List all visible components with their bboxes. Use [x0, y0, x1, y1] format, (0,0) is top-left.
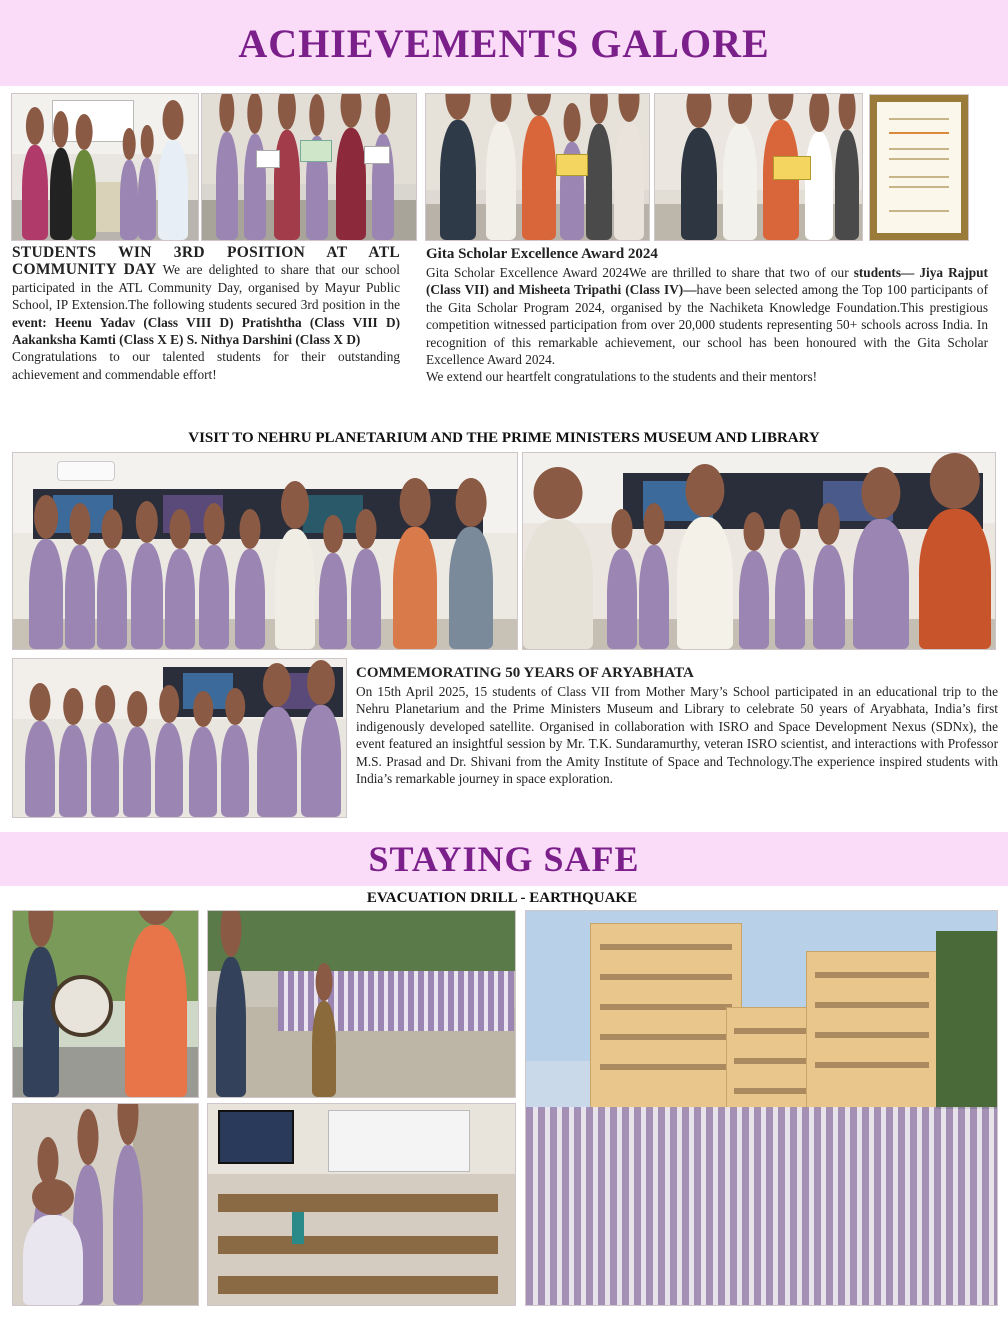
gita-lead: Gita Scholar Excellence Award 2024We are thrilled to share that two of our — [426, 265, 849, 280]
planetarium-photo-1 — [12, 452, 518, 650]
drill-photo-classroom — [207, 1103, 516, 1306]
atl-event-label: event: — [12, 314, 47, 330]
atl-closing: Congratulations to our talented students for their outstanding achievement and commendable effort! — [12, 349, 400, 382]
drill-photo-drum — [12, 910, 199, 1098]
gita-body: have been selected among the Top 100 participants of the Gita Scholar Program 2024, organised by the Nachiketa Knowledge Foundation.This prestigious competition witnessed participation from over 20,000 students representing 50+ schools across India. In recognition of this remarkable achievement, our school has been honoured with the Gita Scholar Excellence Award 2024. — [426, 282, 988, 368]
gita-title: Gita Scholar Excellence Award 2024 — [426, 246, 658, 262]
aryabhata-photo — [12, 658, 347, 818]
gita-article — [426, 244, 988, 386]
aryabhata-body: On 15th April 2025, 15 students of Class VII from Mother Mary’s School participated in an educational trip to the Nehru Planetarium and the Prime Ministers Museum and Library to celebrate 50 years of Aryabhata, India’s first indigenously developed satellite. Organised in collaboration with ISRO and Space Development Nexus (SDNx), the event featured an insightful session by Mr. T.K. Sundaramurthy, veteran ISRO scientist, and interactions with Professor M.S. Prasad and Dr. Shivani from the Amity Institute of Space and Technology.The experience inspired students with India’s remarkable journey in space exploration. — [356, 684, 998, 787]
gita-students-label: students— — [853, 265, 915, 280]
safety-title: STAYING SAFE — [368, 839, 640, 879]
gita-certificate-photo — [869, 94, 969, 241]
atl-article — [12, 244, 400, 383]
achievements-banner — [0, 0, 1008, 86]
gita-photo-2 — [654, 93, 863, 241]
visit-heading: VISIT TO NEHRU PLANETARIUM AND THE PRIME MINISTERS MUSEUM AND LIBRARY — [188, 430, 820, 446]
atl-intro: We are delighted to share that our school participated in the ATL Community Day, organised by Mayur Public School, IP Extension.The following students secured 3rd position in the — [12, 262, 400, 313]
drill-photo-assembly — [207, 910, 516, 1098]
atl-winners: Heenu Yadav (Class VIII D) Pratishtha (Class VIII D) Aakanksha Kamti (Class X E) S. Nithya Darshini (Class X D) — [12, 314, 401, 348]
gita-photo-1 — [425, 93, 650, 241]
atl-title: STUDENTS WIN 3RD POSITION AT ATL COMMUNITY DAY — [12, 244, 400, 279]
achievements-title: ACHIEVEMENTS GALORE — [238, 20, 770, 66]
aryabhata-article — [356, 664, 998, 787]
atl-photo-1 — [11, 93, 199, 241]
drill-heading: EVACUATION DRILL - EARTHQUAKE — [366, 890, 638, 906]
gita-closing: We extend our heartfelt congratulations to the students and their mentors! — [426, 369, 818, 385]
planetarium-photo-2 — [522, 452, 996, 650]
safety-banner — [0, 832, 1008, 886]
aryabhata-title: COMMEMORATING 50 YEARS OF ARYABHATA — [356, 665, 694, 681]
gita-students-names: Jiya Rajput (Class VII) and Misheeta Tripathi (Class IV)— — [426, 265, 988, 298]
atl-photo-2 — [201, 93, 417, 241]
drill-photo-campus — [525, 910, 998, 1306]
drill-photo-stairs — [12, 1103, 199, 1306]
